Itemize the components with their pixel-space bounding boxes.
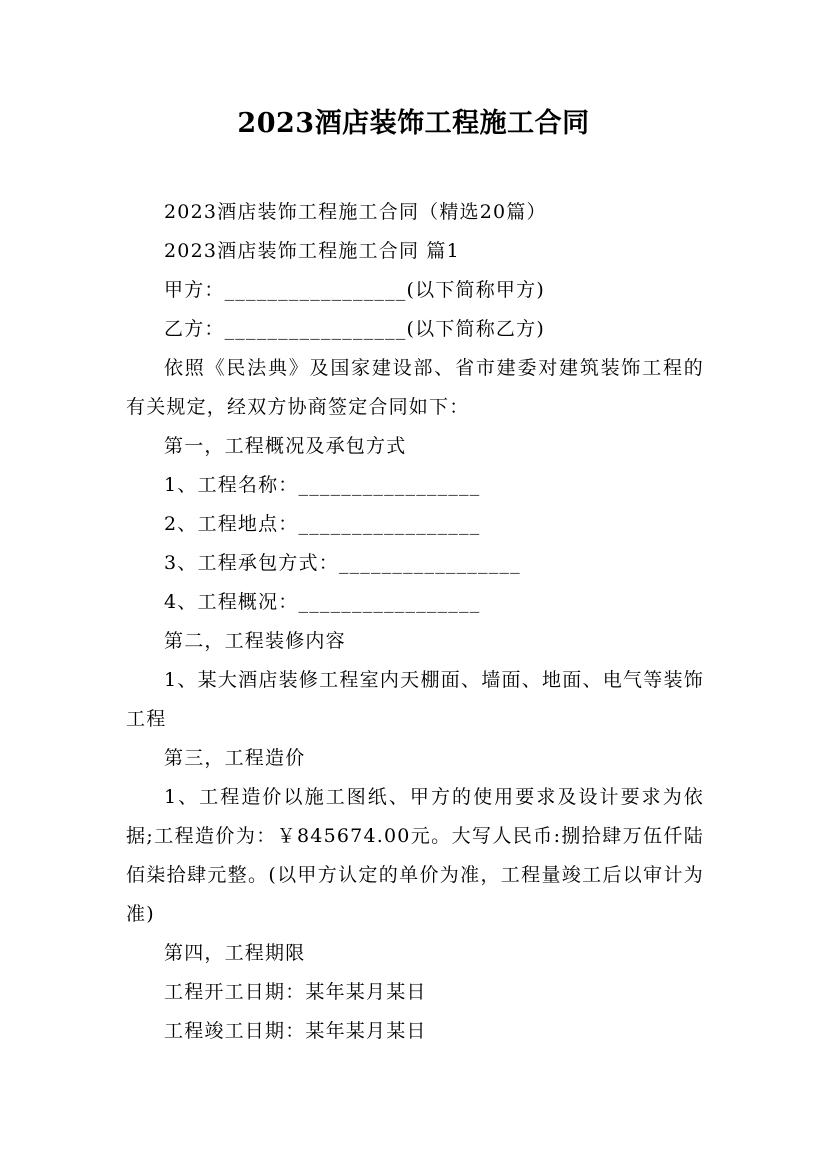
paragraph-project-name: 1、工程名称：_________________ xyxy=(164,474,481,496)
paragraph-party-a: 甲方：_________________(以下简称甲方) xyxy=(164,279,545,301)
paragraph-section-heading: 2023酒店装饰工程施工合同 篇1 xyxy=(164,240,460,262)
paragraph-article-2-heading: 第二，工程装修内容 xyxy=(164,630,346,652)
paragraph-start-date: 工程开工日期：某年某月某日 xyxy=(164,981,427,1003)
paragraph-decoration-content: 1、某大酒店装修工程室内天棚面、墙面、地面、电气等装饰工程 xyxy=(126,669,704,730)
paragraph-project-cost: 1、工程造价以施工图纸、甲方的使用要求及设计要求为依据;工程造价为：￥845674.00元。大写人民币:捌拾肆万伍仟陆佰柒拾肆元整。(以甲方认定的单价为准，工程量竣工后以审计为准) xyxy=(126,786,704,925)
paragraph-article-1-heading: 第一，工程概况及承包方式 xyxy=(164,435,407,457)
paragraph-article-3-heading: 第三，工程造价 xyxy=(164,747,306,769)
paragraph-contract-method: 3、工程承包方式：_________________ xyxy=(164,552,521,574)
paragraph-project-location: 2、工程地点：_________________ xyxy=(164,513,481,535)
paragraph-party-b: 乙方：_________________(以下简称乙方) xyxy=(164,318,545,340)
document-body xyxy=(126,193,704,1051)
document-title: 2023酒店装饰工程施工合同 xyxy=(237,108,590,139)
paragraph-intro: 依照《民法典》及国家建设部、省市建委对建筑装饰工程的有关规定，经双方协商签定合同如下： xyxy=(126,357,704,418)
paragraph-article-4-heading: 第四，工程期限 xyxy=(164,942,306,964)
paragraph-subtitle: 2023酒店装饰工程施工合同（精选20篇） xyxy=(164,201,547,223)
paragraph-completion-date: 工程竣工日期：某年某月某日 xyxy=(164,1020,427,1042)
paragraph-project-overview: 4、工程概况：_________________ xyxy=(164,591,481,613)
